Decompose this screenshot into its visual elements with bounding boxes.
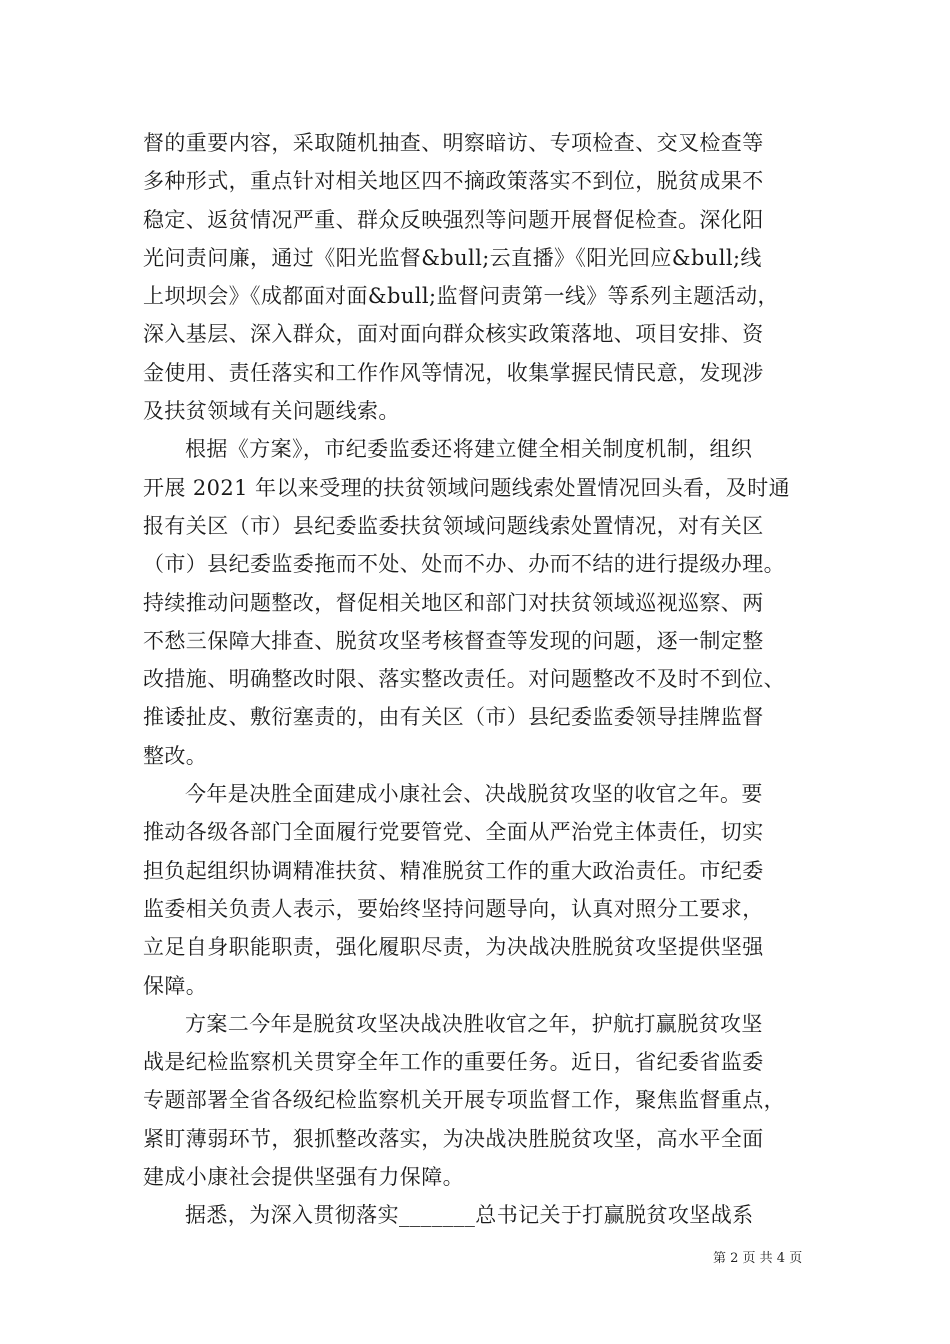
text-line: 战是纪检监察机关贯穿全年工作的重要任务。近日，省纪委省监委 xyxy=(143,1050,764,1075)
text-line: 保障。 xyxy=(143,973,208,998)
body-text xyxy=(143,124,815,1235)
text-line: 推诿扯皮、敷衍塞责的，由有关区（市）县纪委监委领导挂牌监督 xyxy=(143,705,764,730)
paragraph-4 xyxy=(143,1005,815,1196)
page-number-footer: 第 2 页 共 4 页 xyxy=(713,1251,803,1266)
paragraph-2 xyxy=(143,430,815,775)
text-line: 上坝坝会》《成都面对面&bull;监督问责第一线》等系列主题活动， xyxy=(143,284,779,309)
text-line: 今年是决胜全面建成小康社会、决战脱贫攻坚的收官之年。要 xyxy=(185,782,763,807)
text-line: 督的重要内容，采取随机抽查、明察暗访、专项检查、交叉检查等 xyxy=(143,131,764,155)
paragraph-3 xyxy=(143,775,815,1005)
text-line: 建成小康社会提供坚强有力保障。 xyxy=(143,1165,464,1190)
text-line: 专题部署全省各级纪检监察机关开展专项监督工作，聚焦监督重点， xyxy=(143,1088,785,1113)
text-line: 据悉，为深入贯彻落实_______总书记关于打赢脱贫攻坚战系 xyxy=(185,1203,754,1228)
text-line: 持续推动问题整改，督促相关地区和部门对扶贫领域巡视巡察、两 xyxy=(143,590,764,615)
text-line: 整改。 xyxy=(143,743,208,768)
paragraph-5 xyxy=(143,1196,815,1234)
text-line: 监委相关负责人表示，要始终坚持问题导向，认真对照分工要求， xyxy=(143,896,764,921)
text-line: 开展 2021 年以来受理的扶贫领域问题线索处置情况回头看，及时通 xyxy=(143,475,790,500)
text-line: 立足自身职能职责，强化履职尽责，为决战决胜脱贫攻坚提供坚强 xyxy=(143,935,764,960)
text-line: 推动各级各部门全面履行党要管党、全面从严治党主体责任，切实 xyxy=(143,820,764,845)
text-line: 多种形式，重点针对相关地区四不摘政策落实不到位，脱贫成果不 xyxy=(143,169,764,194)
text-line: 改措施、明确整改时限、落实整改责任。对问题整改不及时不到位、 xyxy=(143,667,785,692)
text-line: 金使用、责任落实和工作作风等情况，收集掌握民情民意，发现涉 xyxy=(143,360,764,385)
paragraph-1 xyxy=(143,124,815,430)
text-line: 不愁三保障大排查、脱贫攻坚考核督查等发现的问题，逐一制定整 xyxy=(143,628,764,653)
text-line: （市）县纪委监委拖而不处、处而不办、办而不结的进行提级办理。 xyxy=(143,552,785,577)
text-line: 报有关区（市）县纪委监委扶贫领域问题线索处置情况，对有关区 xyxy=(143,513,764,538)
text-line: 深入基层、深入群众，面对面向群众核实政策落地、项目安排、资 xyxy=(143,322,764,347)
text-line: 根据《方案》，市纪委监委还将建立健全相关制度机制，组织 xyxy=(185,437,753,462)
text-line: 光问责问廉，通过《阳光监督&bull;云直播》《阳光回应&bull;线 xyxy=(143,245,762,270)
text-line: 方案二今年是脱贫攻坚决战决胜收官之年，护航打赢脱贫攻坚 xyxy=(185,1011,763,1036)
text-line: 稳定、返贫情况严重、群众反映强烈等问题开展督促检查。深化阳 xyxy=(143,207,764,232)
text-line: 担负起组织协调精准扶贫、精准脱贫工作的重大政治责任。市纪委 xyxy=(143,858,764,883)
text-line: 及扶贫领域有关问题线索。 xyxy=(143,399,400,424)
text-line: 紧盯薄弱环节，狠抓整改落实，为决战决胜脱贫攻坚，高水平全面 xyxy=(143,1126,764,1151)
